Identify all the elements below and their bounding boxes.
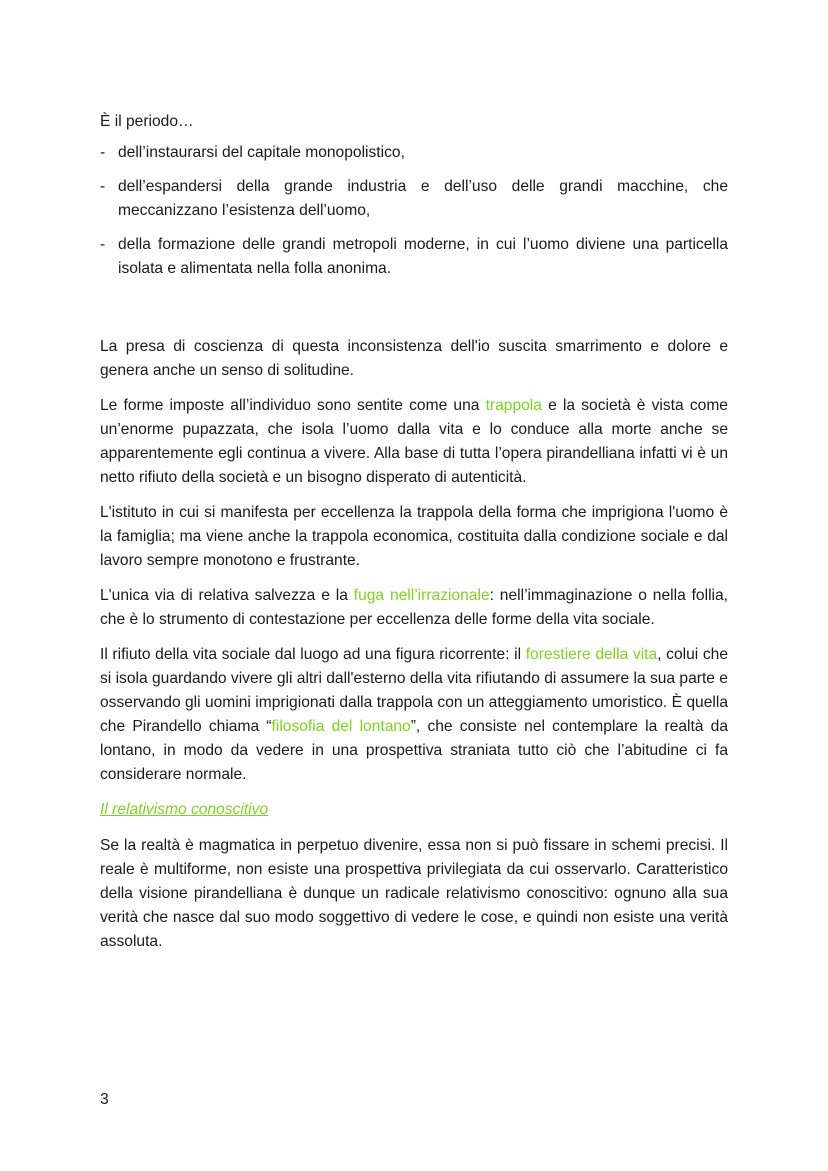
text-run: e la società è vista come un’enorme pupazzata, che isola l’uomo dalla vita e lo conduce alla morte anche se apparentemente egli continua a vivere. Alla base di tutta l’opera pirandelliana infatti vi è un netto rifiuto della società e un bisogno disperato di autenticità. <box>100 397 728 486</box>
paragraph-relativismo: Se la realtà è magmatica in perpetuo divenire, essa non si può fissare in schemi precisi. Il reale è multiforme, non esiste una prospettiva privilegiata da cui osservarlo. Caratteristico della visione pirandelliana è dunque un radicale relativismo conoscitivo: ognuno alla sua verità che nasce dal suo modo soggettivo di vedere le cose, e quindi non esiste una verità assoluta. <box>100 837 728 950</box>
paragraph-salvezza <box>100 584 728 632</box>
paragraph-forme <box>100 394 728 490</box>
list-item-text: dell’instaurarsi del capitale monopolistico, <box>118 144 405 161</box>
bullet-list <box>100 141 728 281</box>
paragraph-coscienza: La presa di coscienza di questa inconsistenza dell'io suscita smarrimento e dolore e genera anche un senso di solitudine. <box>100 338 728 379</box>
paragraph-istituto: L'istituto in cui si manifesta per eccellenza la trappola della forma che imprigiona l'uomo è la famiglia; ma viene anche la trappola economica, costituita dalla condizione sociale e dal lavoro sempre monotono e frustrante. <box>100 504 728 569</box>
section-heading: Il relativismo conoscitivo <box>100 801 269 818</box>
list-item-text: dell’espandersi della grande industria e dell’uso delle grandi macchine, che meccanizzano l’esistenza dell’uomo, <box>118 178 728 219</box>
highlight-trappola: trappola <box>485 397 542 414</box>
dash-bullet: - <box>100 236 106 253</box>
list-item <box>100 141 728 165</box>
section-spacer <box>100 291 728 335</box>
highlight-filosofia: filosofia del lontano <box>271 718 411 735</box>
text-run: , colui che si isola guardando vivere gli altri dall'esterno della vita rifiutando di assumere la sua parte e osservando gli uomini imprigionati dalla trappola con un atteggiamento umoristico. È quella che Pirandello chiama “ <box>100 646 728 735</box>
dash-bullet: - <box>100 178 106 195</box>
text-run: Il rifiuto della vita sociale dal luogo ad una figura ricorrente: il <box>100 646 526 663</box>
dash-bullet: - <box>100 144 106 161</box>
text-run: L'unica via di relativa salvezza e la <box>100 587 354 604</box>
highlight-forestiere: forestiere della vita <box>525 646 658 663</box>
page-number: 3 <box>100 1091 109 1108</box>
text-run: ”, che consiste nel contemplare la realtà da lontano, in modo da vedere in una prospettiva straniata tutto ciò che l’abitudine ci fa considerare normale. <box>100 718 729 783</box>
paragraph-rifiuto <box>100 643 728 787</box>
list-item-text: della formazione delle grandi metropoli moderne, in cui l’uomo diviene una particella isolata e alimentata nella folla anonima. <box>118 236 728 277</box>
page-content <box>100 110 728 965</box>
intro-line: È il periodo… <box>100 113 194 130</box>
highlight-fuga: fuga nell’irrazionale <box>353 587 490 604</box>
text-run: : nell’immaginazione o nella follia, che è lo strumento di contestazione per eccellenza delle forme della vita sociale. <box>100 587 729 628</box>
text-run: Le forme imposte all’individuo sono sentite come una <box>100 397 486 414</box>
list-item <box>100 175 728 223</box>
list-item <box>100 233 728 281</box>
